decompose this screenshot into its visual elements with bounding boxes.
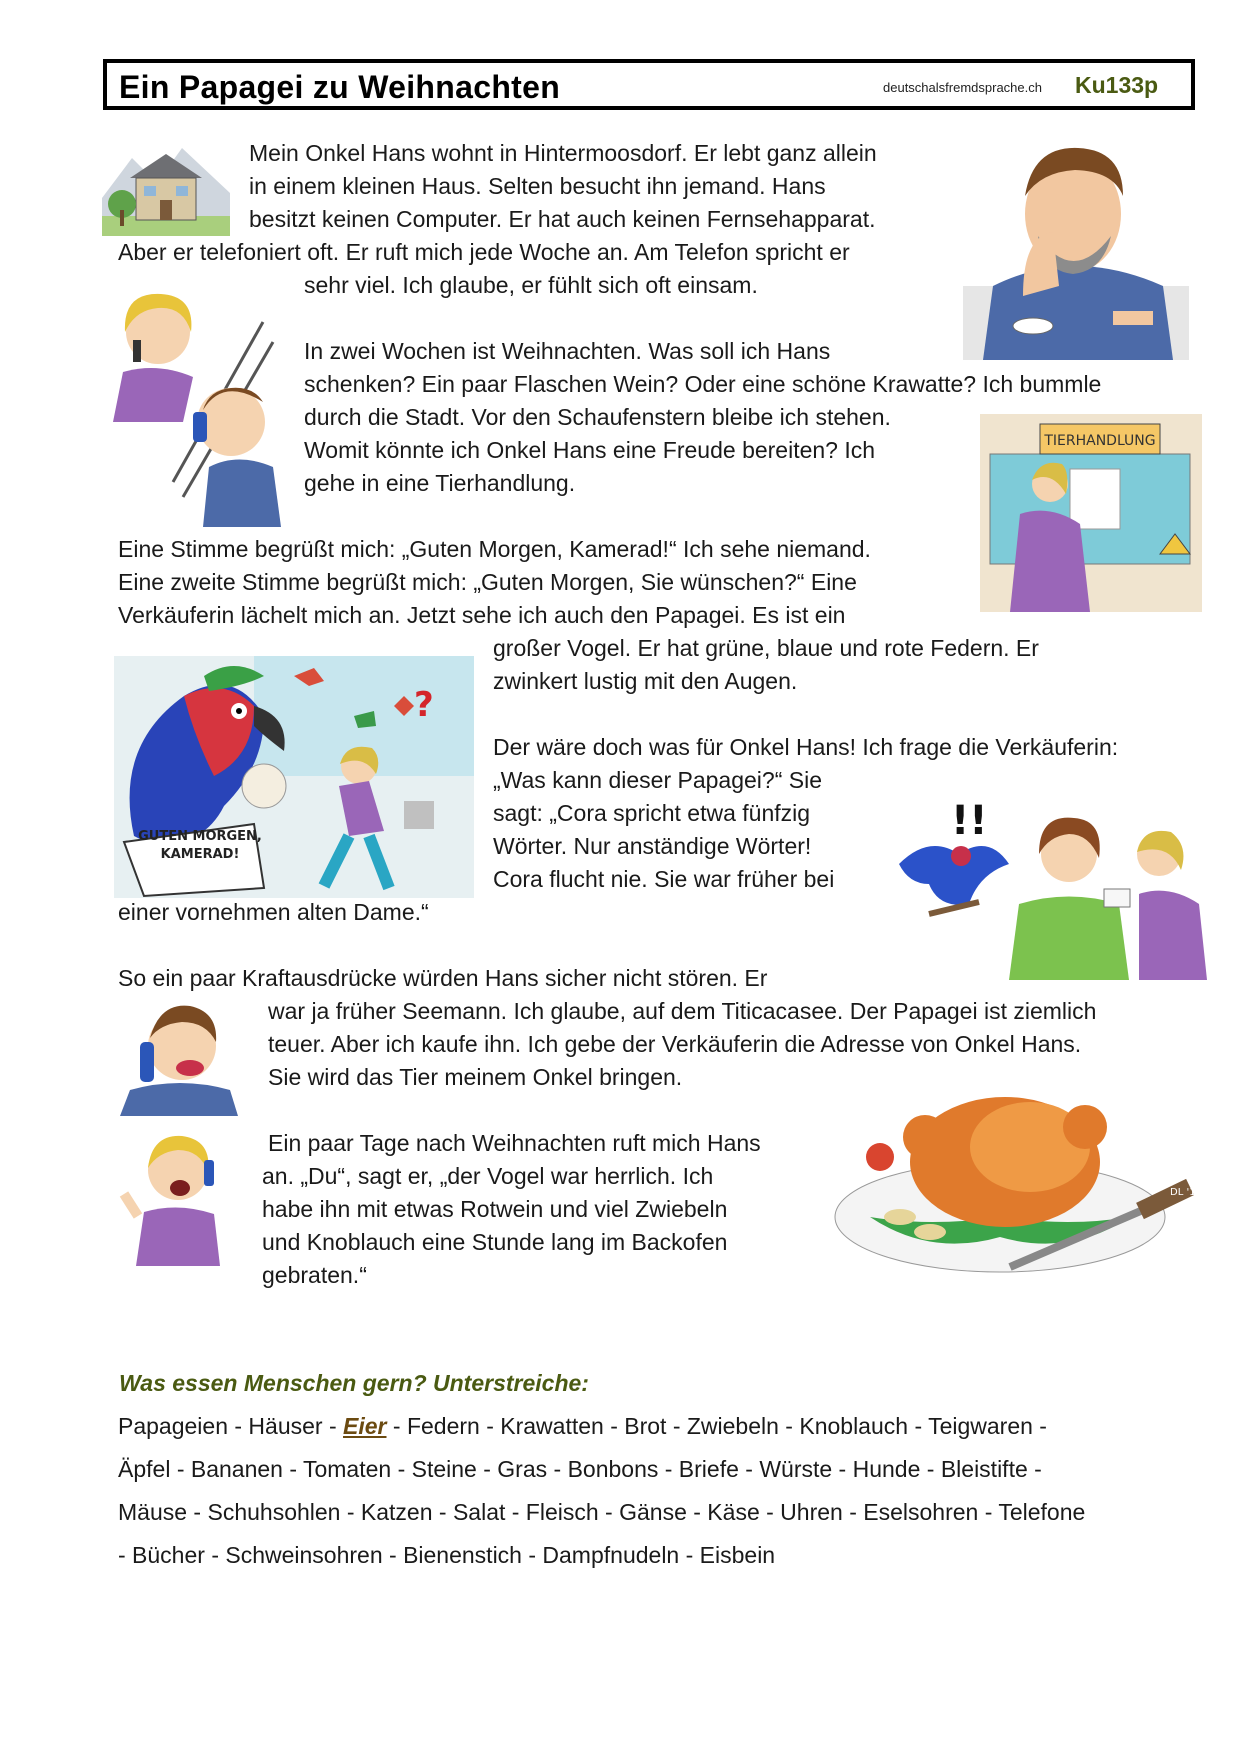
word-row-text: - Federn - Krawatten - Brot - Zwiebeln - Knoblauch - Teigwaren - (386, 1413, 1047, 1439)
word-row: - Bücher - Schweinsohren - Bienenstich - Dampfnudeln - Eisbein (118, 1542, 776, 1568)
phone-call-illustration (113, 282, 285, 527)
exclamation-marks: !! (951, 798, 988, 844)
illustration-signature: DL '19 (1170, 1187, 1202, 1198)
roast-bird-illustration (830, 1067, 1202, 1285)
parrot-shop-illustration (114, 656, 474, 898)
worksheet-code: Ku133p (1075, 72, 1159, 98)
story-line: sagt: „Cora spricht etwa fünfzig (493, 800, 811, 826)
story-line: Der wäre doch was für Onkel Hans! Ich frage die Verkäuferin: (493, 734, 1119, 760)
word-row: Mäuse - Schuhsohlen - Katzen - Salat - Fleisch - Gänse - Käse - Uhren - Eselsohren - Telefone (118, 1499, 1086, 1525)
shop-sign: TIERHANDLUNG (1044, 433, 1156, 449)
story-line: teuer. Aber ich kaufe ihn. Ich gebe der Verkäuferin die Adresse von Onkel Hans. (268, 1031, 1082, 1057)
story-line: Cora flucht nie. Sie war früher bei (493, 866, 835, 892)
page-title: Ein Papagei zu Weihnachten (119, 69, 561, 105)
website-label: deutschalsfremdsprache.ch (883, 80, 1042, 95)
pet-shop-illustration (980, 414, 1202, 612)
story-line: „Was kann dieser Papagei?“ Sie (493, 767, 822, 793)
parrot-saleswoman-illustration (889, 794, 1217, 980)
bubble-text-2: KAMERAD! (160, 847, 240, 862)
story-line: Eine Stimme begrüßt mich: „Guten Morgen, Kamerad!“ Ich sehe niemand. (118, 536, 871, 562)
story-line: Wörter. Nur anständige Wörter! (493, 833, 812, 859)
story-line: einer vornehmen alten Dame.“ (118, 899, 429, 925)
house-icon (102, 138, 230, 236)
uncle-phone-illustration (120, 998, 238, 1116)
word-row (118, 1413, 1047, 1440)
story-line: Aber er telefoniert oft. Er ruft mich jede Woche an. Am Telefon spricht er (118, 239, 850, 265)
bubble-text-1: GUTEN MORGEN, (138, 829, 262, 844)
story-line: gebraten.“ (262, 1262, 367, 1288)
story-line: schenken? Ein paar Flaschen Wein? Oder eine schöne Krawatte? Ich bummle (304, 371, 1102, 397)
story-line: in einem kleinen Haus. Selten besucht ihn jemand. Hans (249, 173, 826, 199)
story-line: zwinkert lustig mit den Augen. (493, 668, 798, 694)
story-line: In zwei Wochen ist Weihnachten. Was soll ich Hans (304, 338, 831, 364)
story-line: Ein paar Tage nach Weihnachten ruft mich Hans (268, 1130, 761, 1156)
story-line: habe ihn mit etwas Rotwein und viel Zwiebeln (262, 1196, 728, 1222)
story-line: Eine zweite Stimme begrüßt mich: „Guten Morgen, Sie wünschen?“ Eine (118, 569, 857, 595)
story-line: sehr viel. Ich glaube, er fühlt sich oft einsam. (304, 272, 758, 298)
word-row-text: Papageien - Häuser - (118, 1413, 344, 1439)
title-box (103, 59, 1195, 110)
story-line: Verkäuferin lächelt mich an. Jetzt sehe ich auch den Papagei. Es ist ein (118, 602, 846, 628)
story-line: Mein Onkel Hans wohnt in Hintermoosdorf. Er lebt ganz allein (249, 140, 877, 166)
story-line: Womit könnte ich Onkel Hans eine Freude bereiten? Ich (304, 437, 876, 463)
story-line: gehe in eine Tierhandlung. (304, 470, 576, 496)
story-line: besitzt keinen Computer. Er hat auch keinen Fernsehapparat. (249, 206, 876, 232)
underlined-answer: Eier (343, 1413, 387, 1439)
story-line: war ja früher Seemann. Ich glaube, auf dem Titicacasee. Der Papagei ist ziemlich (268, 998, 1097, 1024)
story-line: So ein paar Kraftausdrücke würden Hans sicher nicht stören. Er (118, 965, 768, 991)
story-line: und Knoblauch eine Stunde lang im Backofen (262, 1229, 728, 1255)
story-line: großer Vogel. Er hat grüne, blaue und rote Federn. Er (493, 635, 1039, 661)
story-line: Sie wird das Tier meinem Onkel bringen. (268, 1064, 683, 1090)
exercise-heading: Was essen Menschen gern? Unterstreiche: (119, 1370, 589, 1396)
lonely-uncle-illustration (963, 136, 1189, 360)
story-line: durch die Stadt. Vor den Schaufenstern bleibe ich stehen. (304, 404, 891, 430)
story-line: an. „Du“, sagt er, „der Vogel war herrlich. Ich (262, 1163, 714, 1189)
shocked-girl-illustration (116, 1124, 242, 1266)
question-mark: ? (414, 685, 434, 725)
word-row: Äpfel - Bananen - Tomaten - Steine - Gras - Bonbons - Briefe - Würste - Hunde - Bleistifte - (118, 1456, 1042, 1482)
